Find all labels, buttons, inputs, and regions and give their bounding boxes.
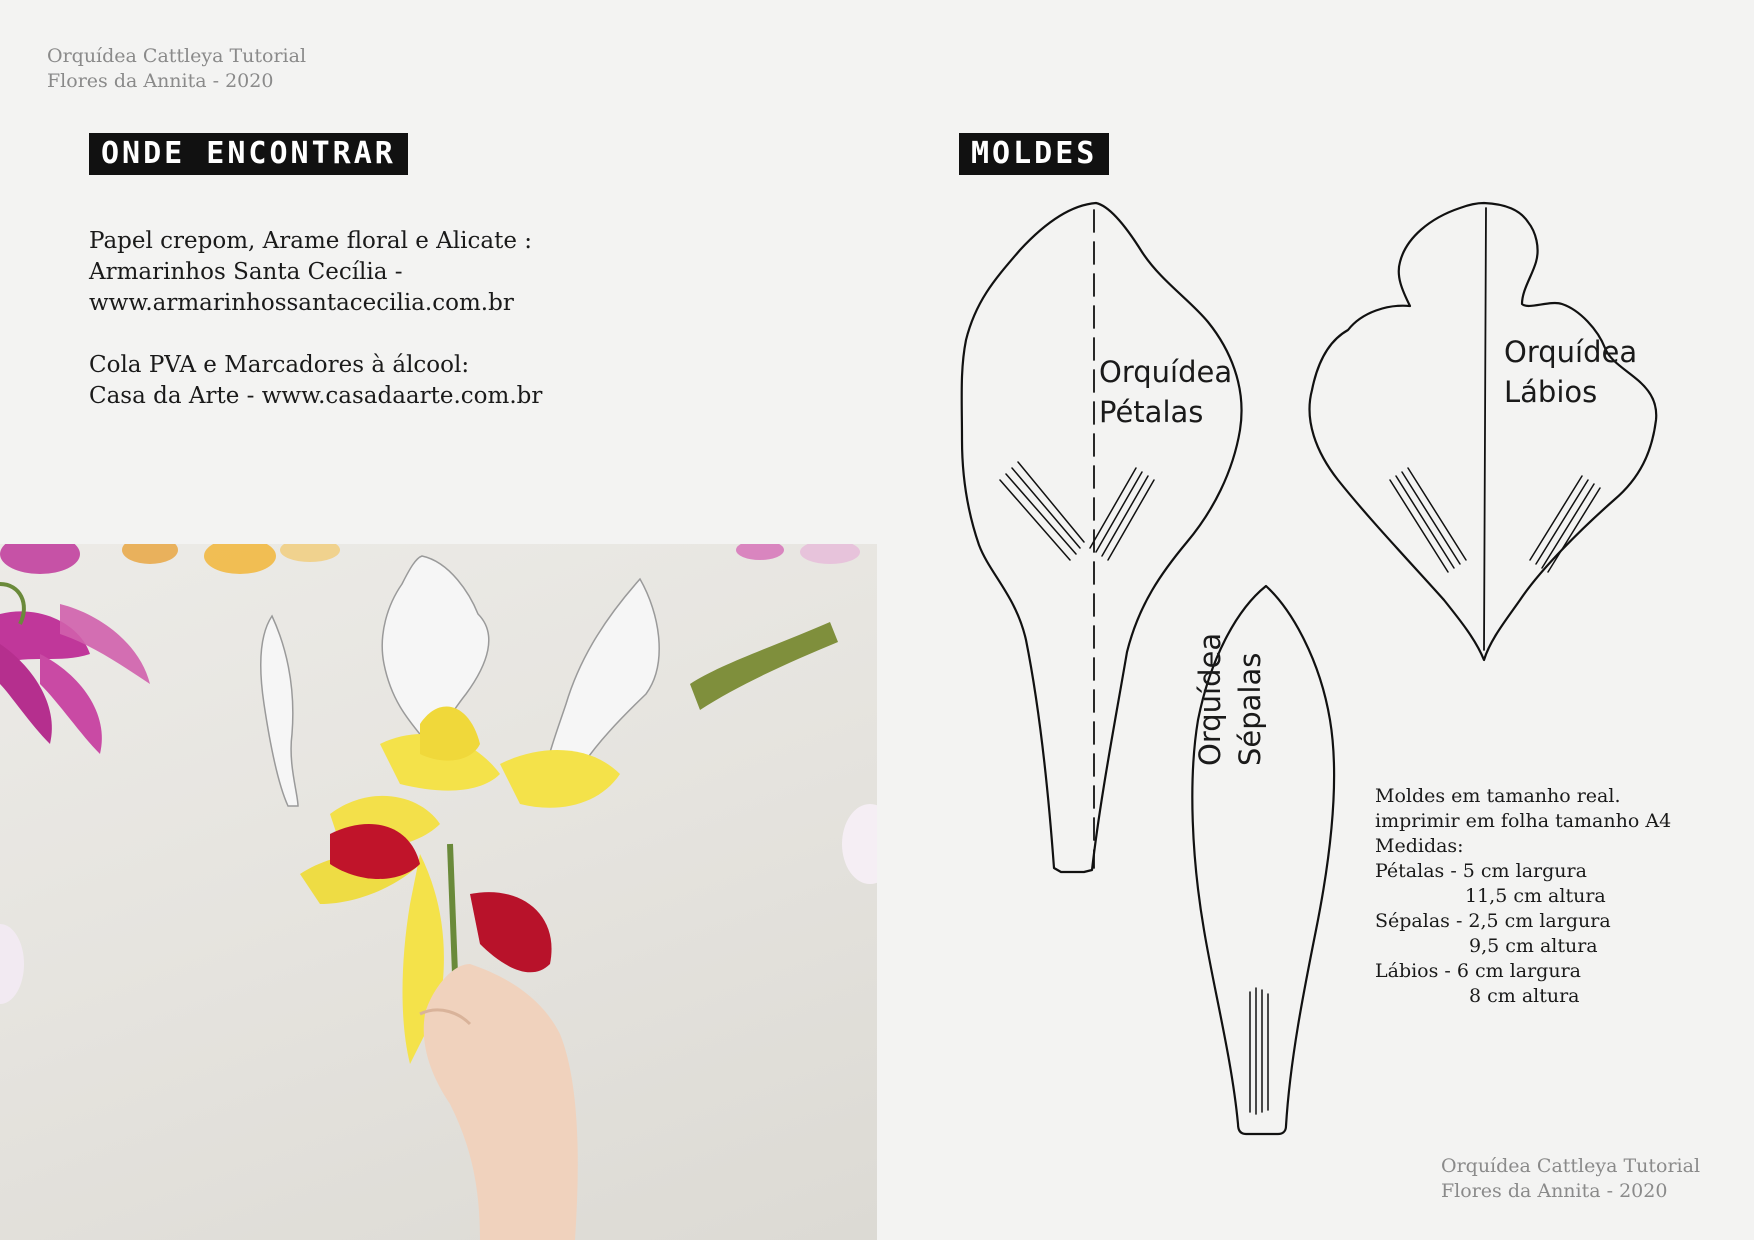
header-subtitle: Flores da Annita - 2020 (47, 70, 274, 92)
footer-title: Orquídea Cattleya Tutorial (1441, 1155, 1701, 1177)
petal-mold-label (1099, 352, 1232, 432)
footer (1441, 1154, 1700, 1204)
lip-mold-vein (1484, 208, 1486, 650)
measure-sepalas-height: 9,5 cm altura (1469, 935, 1598, 957)
measure-sepalas-width: Sépalas - 2,5 cm largura (1375, 910, 1611, 932)
supplier-1-url[interactable]: www.armarinhossantacecilia.com.br (89, 290, 514, 316)
petal-label-line2: Pétalas (1099, 395, 1204, 429)
measure-labios-height: 8 cm altura (1469, 985, 1580, 1007)
lip-label-line2: Lábios (1504, 375, 1598, 409)
sepal-label-line1: Orquídea (1193, 632, 1227, 766)
supplier-1-items: Papel crepom, Arame floral e Alicate : (89, 228, 533, 254)
sepal-mold-label (1190, 616, 1270, 766)
footer-subtitle: Flores da Annita - 2020 (1441, 1180, 1668, 1202)
measure-heading: Medidas: (1375, 835, 1464, 857)
petal-mold (962, 203, 1242, 872)
petal-mold-outline (1081, 203, 1239, 874)
supplier-2-name-url[interactable]: Casa da Arte - www.casadaarte.com.br (89, 383, 543, 409)
measurements-block (1375, 784, 1671, 1009)
lip-mold-label (1504, 332, 1637, 412)
petal-label-line1: Orquídea (1099, 355, 1233, 389)
orchid-photo-illustration (0, 544, 877, 1240)
measure-note-real-size: Moldes em tamanho real. (1375, 785, 1621, 807)
supplier-2-items: Cola PVA e Marcadores à álcool: (89, 352, 470, 378)
section-title-molds: MOLDES (959, 133, 1109, 175)
header-top (47, 44, 306, 94)
photo-hand (424, 964, 578, 1240)
header-title: Orquídea Cattleya Tutorial (47, 45, 307, 67)
measure-petalas-height: 11,5 cm altura (1465, 885, 1606, 907)
supplier-list (89, 226, 542, 412)
tutorial-photo (0, 544, 877, 1240)
measure-petalas-width: Pétalas - 5 cm largura (1375, 860, 1587, 882)
lip-mold (1310, 203, 1657, 660)
supplier-1-name: Armarinhos Santa Cecília - (89, 259, 403, 285)
measure-labios-width: Lábios - 6 cm largura (1375, 960, 1581, 982)
measure-note-print: imprimir em folha tamanho A4 (1375, 810, 1672, 832)
petal-mold-outline-shape (1082, 203, 1241, 872)
sepal-label-line2: Sépalas (1233, 652, 1267, 766)
photo-red-lip-right (470, 892, 552, 972)
lip-label-line1: Orquídea (1504, 335, 1638, 369)
photo-green-crepe-paper (690, 622, 838, 710)
section-title-where: ONDE ENCONTRAR (89, 133, 408, 175)
photo-paper-sepal (261, 616, 298, 806)
